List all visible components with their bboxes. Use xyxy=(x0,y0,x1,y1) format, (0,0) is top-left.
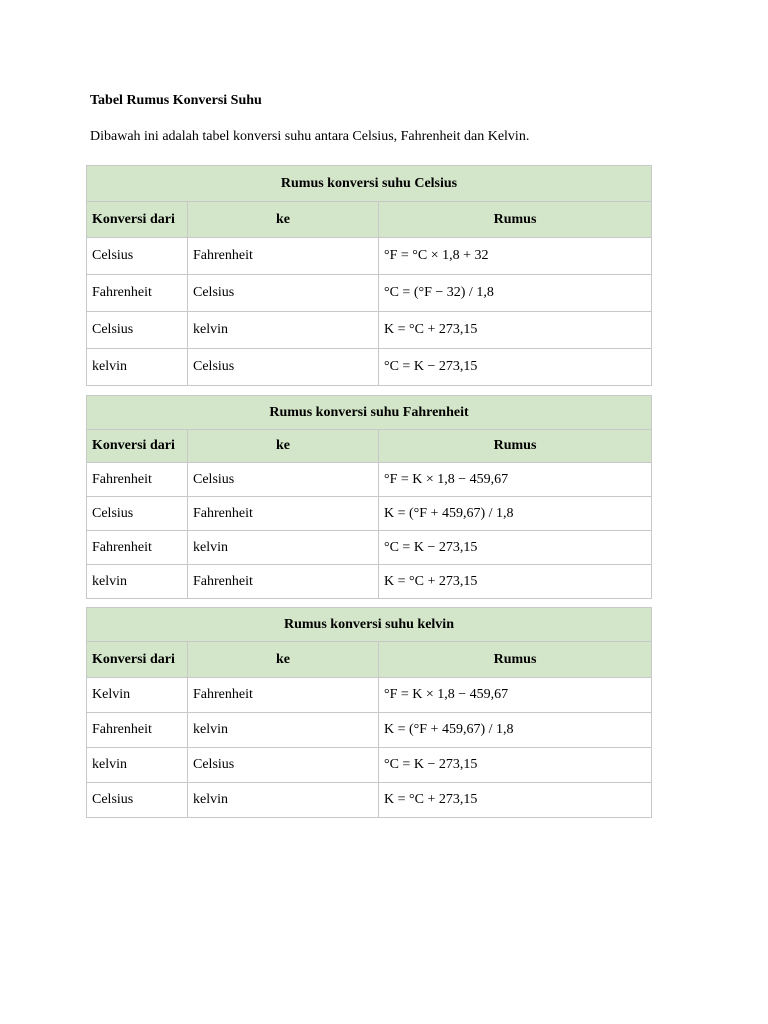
cell-from: Fahrenheit xyxy=(86,531,187,565)
cell-from: kelvin xyxy=(86,748,187,783)
cell-from: Kelvin xyxy=(86,678,187,713)
cell-to: Fahrenheit xyxy=(187,678,378,713)
cell-from: Fahrenheit xyxy=(86,275,187,312)
cell-to: kelvin xyxy=(187,312,378,349)
header-from: Konversi dari xyxy=(86,430,187,463)
header-from: Konversi dari xyxy=(86,642,187,678)
table-row xyxy=(86,497,652,531)
cell-from: Fahrenheit xyxy=(86,463,187,497)
cell-formula: °C = K − 273,15 xyxy=(378,748,652,783)
cell-from: Celsius xyxy=(86,312,187,349)
table-row xyxy=(86,238,652,275)
cell-from: Fahrenheit xyxy=(86,713,187,748)
cell-to: Celsius xyxy=(187,463,378,497)
table-caption: Rumus konversi suhu kelvin xyxy=(86,607,652,642)
table-row xyxy=(86,565,652,599)
header-to: ke xyxy=(187,430,378,463)
header-to: ke xyxy=(187,642,378,678)
cell-from: Celsius xyxy=(86,497,187,531)
cell-to: kelvin xyxy=(187,713,378,748)
cell-formula: °F = K × 1,8 − 459,67 xyxy=(378,678,652,713)
cell-to: Fahrenheit xyxy=(187,565,378,599)
cell-formula: °F = °C × 1,8 + 32 xyxy=(378,238,652,275)
table-row xyxy=(86,275,652,312)
cell-formula: °C = K − 273,15 xyxy=(378,349,652,386)
kelvin-conversion-table xyxy=(86,607,652,818)
cell-to: Celsius xyxy=(187,748,378,783)
cell-formula: °C = K − 273,15 xyxy=(378,531,652,565)
cell-to: kelvin xyxy=(187,783,378,818)
cell-to: Fahrenheit xyxy=(187,238,378,275)
page-title: Tabel Rumus Konversi Suhu xyxy=(90,93,262,108)
cell-from: Celsius xyxy=(86,783,187,818)
cell-formula: K = (°F + 459,67) / 1,8 xyxy=(378,713,652,748)
cell-to: Fahrenheit xyxy=(187,497,378,531)
table-row xyxy=(86,748,652,783)
header-from: Konversi dari xyxy=(86,202,187,238)
header-to: ke xyxy=(187,202,378,238)
header-formula: Rumus xyxy=(378,430,652,463)
cell-formula: °F = K × 1,8 − 459,67 xyxy=(378,463,652,497)
header-formula: Rumus xyxy=(378,202,652,238)
table-row xyxy=(86,783,652,818)
cell-from: kelvin xyxy=(86,565,187,599)
fahrenheit-conversion-table xyxy=(86,395,652,599)
cell-from: kelvin xyxy=(86,349,187,386)
cell-formula: K = °C + 273,15 xyxy=(378,783,652,818)
cell-formula: K = °C + 273,15 xyxy=(378,565,652,599)
cell-to: Celsius xyxy=(187,275,378,312)
table-caption: Rumus konversi suhu Celsius xyxy=(86,165,652,202)
table-row xyxy=(86,312,652,349)
celsius-conversion-table xyxy=(86,165,652,386)
table-row xyxy=(86,678,652,713)
table-row xyxy=(86,531,652,565)
table-row xyxy=(86,349,652,386)
table-row xyxy=(86,463,652,497)
cell-formula: °C = (°F − 32) / 1,8 xyxy=(378,275,652,312)
cell-to: kelvin xyxy=(187,531,378,565)
intro-paragraph: Dibawah ini adalah tabel konversi suhu antara Celsius, Fahrenheit dan Kelvin. xyxy=(90,129,530,144)
table-row xyxy=(86,713,652,748)
cell-to: Celsius xyxy=(187,349,378,386)
cell-formula: K = (°F + 459,67) / 1,8 xyxy=(378,497,652,531)
cell-formula: K = °C + 273,15 xyxy=(378,312,652,349)
cell-from: Celsius xyxy=(86,238,187,275)
table-caption: Rumus konversi suhu Fahrenheit xyxy=(86,395,652,430)
header-formula: Rumus xyxy=(378,642,652,678)
